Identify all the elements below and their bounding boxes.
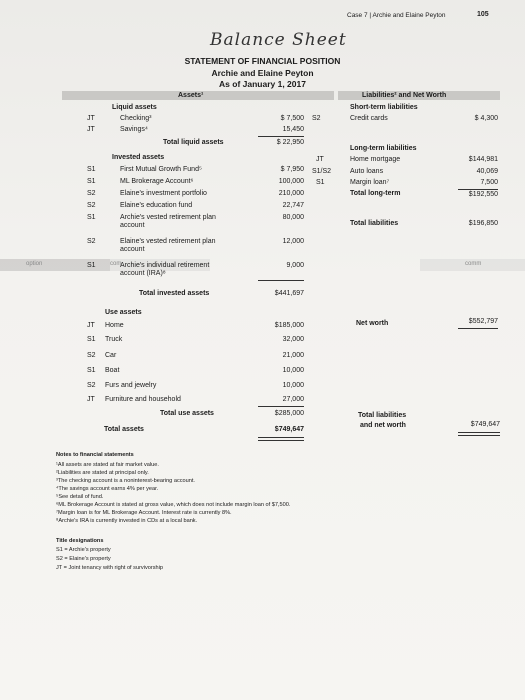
- liability-label: Margin loan⁷: [350, 179, 390, 186]
- subtotal-rule: [258, 280, 304, 281]
- note-item: ⁸Archie's IRA is currently invested in CDs at a local bank.: [56, 518, 198, 524]
- statement-title: STATEMENT OF FINANCIAL POSITION: [184, 56, 341, 66]
- notes-heading: Notes to financial statements: [56, 452, 134, 458]
- asset-value: 22,747: [282, 202, 304, 209]
- designation-item: S1 = Archie's property: [56, 547, 111, 553]
- ownership-code: S1: [316, 179, 325, 186]
- overlay-text: com: [110, 261, 122, 267]
- case-label: Case 7 | Archie and Elaine Peyton: [347, 12, 446, 19]
- liability-value: 40,069: [476, 168, 498, 175]
- asset-value: 10,000: [282, 367, 304, 374]
- note-item: ⁶ML Brokerage Account is stated at gross value, which does not include margin loan of $7,500.: [56, 502, 291, 508]
- ownership-code: S2: [87, 202, 96, 209]
- total-long-term-label: Total long-term: [350, 190, 401, 197]
- asset-label: Savings⁴: [120, 126, 148, 133]
- statement-owners: Archie and Elaine Peyton: [211, 68, 314, 78]
- ownership-code: S1: [87, 178, 96, 185]
- note-item: ⁷Margin loan is for ML Brokerage Account. Interest rate is currently 8%.: [56, 510, 232, 516]
- note-item: ²Liabilities are stated at principal only.: [56, 470, 149, 476]
- note-item: ⁵See detail of fund.: [56, 494, 104, 500]
- total-use-assets-value: $285,000: [274, 410, 304, 417]
- asset-value: 80,000: [282, 214, 304, 221]
- asset-label: Checking³: [120, 115, 152, 122]
- net-worth-label: Net worth: [356, 320, 389, 327]
- designation-item: S2 = Elaine's property: [56, 556, 111, 562]
- long-term-liabilities-heading: Long-term liabilities: [350, 145, 417, 152]
- note-item: ⁴The savings account earns 4% per year.: [56, 486, 159, 492]
- total-liab-net-worth-label: Total liabilities: [358, 412, 407, 419]
- asset-label: Archie's individual retirement: [120, 262, 210, 269]
- asset-label: Archie's vested retirement plan: [120, 214, 216, 221]
- asset-value: 9,000: [286, 262, 304, 269]
- asset-value: 27,000: [282, 396, 304, 403]
- asset-value: 100,000: [278, 178, 304, 185]
- net-worth-value: $552,797: [468, 318, 498, 325]
- total-invested-assets-value: $441,697: [274, 290, 304, 297]
- asset-value: 210,000: [278, 190, 304, 197]
- subtotal-rule: [458, 189, 498, 190]
- total-assets-value: $749,647: [274, 426, 304, 433]
- asset-label: Elaine's investment portfolio: [120, 190, 207, 197]
- liability-label: Auto loans: [350, 168, 384, 175]
- asset-value: 32,000: [282, 336, 304, 343]
- ownership-code: S2: [87, 382, 96, 389]
- page-number: 105: [477, 11, 489, 18]
- assets-header: Assets¹: [178, 92, 204, 99]
- statement-date: As of January 1, 2017: [219, 79, 306, 89]
- asset-value: 21,000: [282, 352, 304, 359]
- subtotal-rule: [258, 136, 304, 137]
- ownership-code: S1: [87, 214, 96, 221]
- total-liquid-assets-value: $ 22,950: [276, 139, 304, 146]
- liability-value: $144,981: [468, 156, 498, 163]
- total-liab-net-worth-value: $749,647: [470, 421, 500, 428]
- liquid-assets-heading: Liquid assets: [112, 104, 157, 111]
- asset-value: $ 7,950: [280, 166, 304, 173]
- liabilities-header: Liabilities² and Net Worth: [362, 92, 447, 99]
- ownership-code: S1/S2: [312, 168, 332, 175]
- total-liabilities-value: $196,850: [468, 220, 498, 227]
- liability-label: Home mortgage: [350, 156, 401, 163]
- asset-label-cont: account (IRA)⁸: [120, 270, 166, 277]
- asset-label: Furniture and household: [105, 396, 181, 403]
- total-invested-assets-label: Total invested assets: [139, 290, 210, 297]
- note-item: ³The checking account is a noninterest-bearing account.: [56, 478, 195, 484]
- short-term-liabilities-heading: Short-term liabilities: [350, 104, 418, 111]
- total-use-assets-label: Total use assets: [160, 410, 214, 417]
- liability-value: 7,500: [480, 179, 498, 186]
- ownership-code: S1: [87, 367, 96, 374]
- ownership-code: S1: [87, 166, 96, 173]
- asset-label: ML Brokerage Account⁶: [120, 178, 194, 185]
- asset-label-cont: account: [120, 246, 145, 253]
- asset-value: $ 7,500: [280, 115, 304, 122]
- asset-label: Truck: [105, 336, 123, 343]
- ownership-code: JT: [87, 396, 95, 403]
- asset-label: Furs and jewelry: [105, 382, 157, 389]
- ownership-code: JT: [316, 156, 324, 163]
- total-double-rule: [258, 437, 304, 441]
- ownership-code: JT: [87, 322, 95, 329]
- asset-value: $185,000: [274, 322, 304, 329]
- asset-label-cont: account: [120, 222, 145, 229]
- total-liabilities-label: Total liabilities: [350, 220, 399, 227]
- subtotal-rule: [258, 406, 304, 407]
- ownership-code: JT: [87, 115, 95, 122]
- asset-label: Home: [105, 322, 124, 329]
- use-assets-heading: Use assets: [105, 309, 142, 316]
- asset-value: 10,000: [282, 382, 304, 389]
- ownership-code: S1: [87, 336, 96, 343]
- subtotal-rule: [458, 328, 498, 329]
- ownership-code: S2: [87, 352, 96, 359]
- total-double-rule: [458, 432, 500, 436]
- asset-value: 15,450: [282, 126, 304, 133]
- note-item: ¹All assets are stated at fair market value.: [56, 462, 159, 468]
- asset-value: 12,000: [282, 238, 304, 245]
- asset-label: Boat: [105, 367, 120, 374]
- ownership-code: JT: [87, 126, 95, 133]
- total-long-term-value: $192,550: [468, 191, 498, 198]
- total-assets-label: Total assets: [104, 426, 144, 433]
- asset-label: Elaine's education fund: [120, 202, 193, 209]
- overlay-text: option: [26, 261, 43, 267]
- designation-item: JT = Joint tenancy with right of survivorship: [56, 565, 164, 571]
- asset-label: Elaine's vested retirement plan: [120, 238, 216, 245]
- asset-label: Car: [105, 352, 117, 359]
- ownership-code: S1: [87, 262, 96, 269]
- ownership-code: S2: [87, 238, 96, 245]
- asset-label: First Mutual Growth Fund⁵: [120, 166, 202, 173]
- ownership-code: S2: [87, 190, 96, 197]
- liability-label: Credit cards: [350, 115, 388, 122]
- ownership-code: S2: [312, 115, 321, 122]
- liability-value: $ 4,300: [474, 115, 498, 122]
- title-designations-heading: Title designations: [56, 538, 104, 544]
- total-liquid-assets-label: Total liquid assets: [163, 139, 224, 146]
- overlay-text: comm: [465, 261, 482, 267]
- total-liab-net-worth-label-cont: and net worth: [360, 422, 406, 429]
- invested-assets-heading: Invested assets: [112, 154, 165, 161]
- handwritten-title: Balance Sheet: [210, 30, 347, 50]
